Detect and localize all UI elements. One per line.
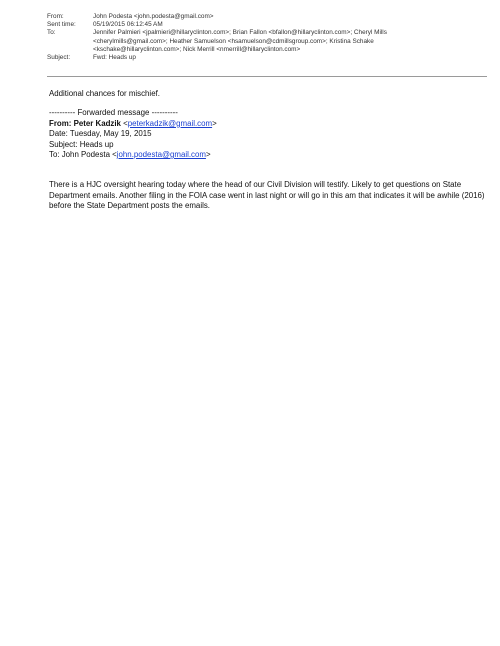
forward-marker: ---------- Forwarded message ---------- <box>49 108 178 118</box>
email-header <box>47 13 487 62</box>
email-body <box>49 89 489 212</box>
forwarded-from-name: Peter Kadzik <box>73 118 121 128</box>
forwarded-to-line <box>49 150 489 160</box>
intro-text: Additional chances for mischief. <box>49 89 160 98</box>
forwarded-from-email-link[interactable]: peterkadzik@gmail.com <box>127 118 213 128</box>
header-subject-row <box>47 54 487 62</box>
from-label: From: <box>47 13 64 20</box>
forwarded-to-close: > <box>205 150 211 160</box>
to-line: Jennifer Palmieri <jpalmieri@hillaryclinton.com>; Brian Fallon <bfallon@hillaryclinton.com>; Cheryl Mills <box>93 29 387 37</box>
forwarded-subject-line: Subject: Heads up <box>49 139 114 149</box>
from-value: John Podesta <john.podesta@gmail.com> <box>93 13 214 20</box>
header-sent-row <box>47 21 487 29</box>
forwarded-from-close: > <box>212 118 217 128</box>
to-label: To: <box>47 29 56 37</box>
message-text: There is a HJC oversight hearing today where the head of our Civil Division will testify. Likely to get questions on State Department emails. Another filing in the FOIA case went in last night or will go in this am that indicates it will be awhile (2016) before the State Department posts the emails. <box>49 180 485 211</box>
to-line: <cherylmills@gmail.com>; Heather Samuelson <hsamuelson@cdmillsgroup.com>; Kristina Schake <box>93 37 374 45</box>
sent-time-label: Sent time: <box>47 21 76 29</box>
forwarded-from-line <box>49 119 489 129</box>
header-divider <box>47 76 487 77</box>
forwarded-date-line: Date: Tuesday, May 19, 2015 <box>49 129 152 139</box>
header-to-row <box>47 29 487 54</box>
subject-value: Fwd: Heads up <box>93 54 136 62</box>
forwarded-to-prefix: To: John Podesta < <box>49 150 117 160</box>
forwarded-from-label: From: <box>49 118 72 128</box>
to-recipients <box>93 29 487 54</box>
to-line: <kschake@hillaryclinton.com>; Nick Merrill <nmerrill@hillaryclinton.com> <box>93 45 301 53</box>
sent-time-value: 05/19/2015 06:12:45 AM <box>93 21 163 29</box>
forwarded-to-email-link[interactable]: john.podesta@gmail.com <box>116 150 206 160</box>
forwarded-from-open: < <box>123 118 128 128</box>
subject-label: Subject: <box>47 54 71 62</box>
header-from-row <box>47 13 487 21</box>
